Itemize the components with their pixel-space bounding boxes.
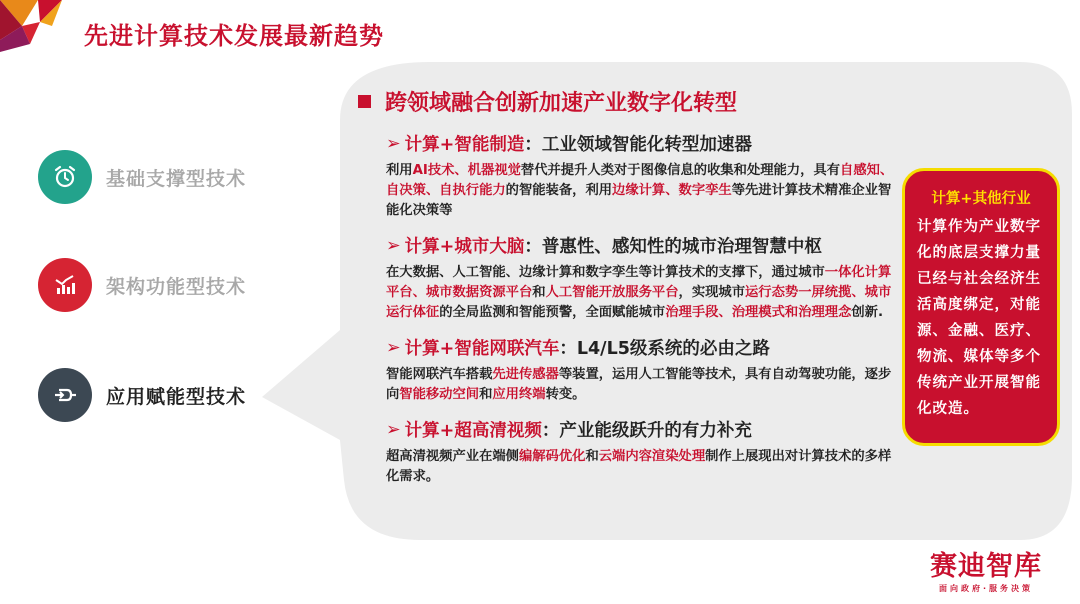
highlight-text: 先进传感器 xyxy=(492,367,559,382)
section-key: 计算+城市大脑 xyxy=(404,237,525,257)
body-text: 超高清视频产业在端侧 xyxy=(386,449,519,464)
section-body xyxy=(386,447,898,487)
body-text: 等装置，运用人工智能等技术，具有自动驾驶功能，逐步向 xyxy=(386,367,892,402)
body-text: 替代并提升人类对于图像信息的收集和处理能力，具有 xyxy=(520,163,841,178)
highlight-text: 一体化计算平台、城市数据资源平台 xyxy=(386,265,892,300)
arrow-bullet-icon: ➢ xyxy=(386,419,401,440)
section-subtitle: ：普惠性、感知性的城市治理智慧中枢 xyxy=(524,237,822,257)
bar-chart-icon xyxy=(38,258,92,312)
section-manufacturing xyxy=(386,131,898,221)
sidebar-item-basic[interactable] xyxy=(38,150,246,204)
section-key: 计算+超高清视频 xyxy=(404,421,542,441)
highlight-text: 人工智能开放服务平台 xyxy=(545,285,679,300)
section-heading xyxy=(386,335,898,360)
section-subtitle: ：工业领域智能化转型加速器 xyxy=(524,135,752,155)
section-body xyxy=(386,161,898,221)
body-text: 利用 xyxy=(386,163,413,178)
sidebar-item-application[interactable] xyxy=(38,368,246,422)
sidebar-item-architecture[interactable] xyxy=(38,258,246,312)
highlight-text: 自感知、自决策、自执行能力 xyxy=(386,163,894,198)
highlight-text: AI技术、机器视觉 xyxy=(412,163,521,178)
body-text: 制作上展现出对计算技术的多样化需求。 xyxy=(386,449,892,484)
arrow-bullet-icon: ➢ xyxy=(386,337,401,358)
section-heading xyxy=(386,233,898,258)
body-text: 等先进计算技术精准企业智能化决策等 xyxy=(386,183,892,218)
callout-title: 计算+其他行业 xyxy=(931,191,1031,207)
highlight-text: 编解码优化 xyxy=(518,449,586,464)
body-text: ，实现城市 xyxy=(678,285,746,300)
body-text: 在大数据、人工智能、边缘计算和数字孪生等计算技术的支撑下，通过城市 xyxy=(386,265,825,280)
sidebar-item-label: 基础支撑型技术 xyxy=(106,167,247,190)
highlight-text: 治理手段、治理模式和治理理念 xyxy=(665,305,852,320)
callout-body: 计算作为产业数字化的底层支撑力量已经与社会经济生活高度绑定，对能源、金融、医疗、物流、媒体等多个传统产业开展智能化改造。 xyxy=(917,219,1041,417)
sidebar-item-label: 架构功能型技术 xyxy=(106,275,247,298)
section-body xyxy=(386,365,898,405)
main-content xyxy=(358,86,898,487)
brand-name: 赛迪智库 xyxy=(930,551,1042,582)
body-text: 和 xyxy=(585,449,599,464)
section-heading xyxy=(386,131,898,156)
body-text: 和 xyxy=(532,285,546,300)
page-title: 先进计算技术发展最新趋势 xyxy=(84,22,384,50)
section-heading xyxy=(386,417,898,442)
section-key: 计算+智能网联汽车 xyxy=(404,339,560,359)
section-subtitle: ：产业能级跃升的有力补充 xyxy=(541,421,752,441)
plug-icon xyxy=(38,368,92,422)
brand-slogan: 面向政府·服务决策 xyxy=(938,584,1034,593)
section-key: 计算+智能制造 xyxy=(404,135,525,155)
arrow-bullet-icon: ➢ xyxy=(386,235,401,256)
sidebar-item-label: 应用赋能型技术 xyxy=(106,385,247,408)
alarm-clock-icon xyxy=(38,150,92,204)
main-heading xyxy=(358,86,898,117)
highlight-text: 边缘计算、数字孪生 xyxy=(612,183,732,198)
body-text: 和 xyxy=(479,387,493,402)
brand-logo xyxy=(930,552,1042,594)
section-body xyxy=(386,263,898,323)
body-text: 创新. xyxy=(851,305,884,320)
body-text: 智能网联汽车搭载 xyxy=(386,367,493,382)
body-text: 转变。 xyxy=(545,387,586,402)
highlight-text: 应用终端 xyxy=(492,387,546,402)
body-text: 的全局监测和智能预警，全面赋能城市 xyxy=(439,305,666,320)
body-text: 的智能装备，利用 xyxy=(505,183,613,198)
arrow-bullet-icon: ➢ xyxy=(386,133,401,154)
main-heading-text: 跨领域融合创新加速产业数字化转型 xyxy=(385,91,738,116)
section-connected-vehicle xyxy=(386,335,898,405)
highlight-text: 运行态势一屏统揽、城市运行体征 xyxy=(386,285,892,320)
highlight-text: 智能移动空间 xyxy=(399,387,480,402)
section-city-brain xyxy=(386,233,898,323)
callout-box xyxy=(902,168,1060,446)
section-subtitle: ：L4/L5级系统的必由之路 xyxy=(559,339,770,359)
section-uhd-video xyxy=(386,417,898,487)
square-bullet-icon xyxy=(358,95,371,108)
highlight-text: 云端内容渲染处理 xyxy=(598,449,706,464)
